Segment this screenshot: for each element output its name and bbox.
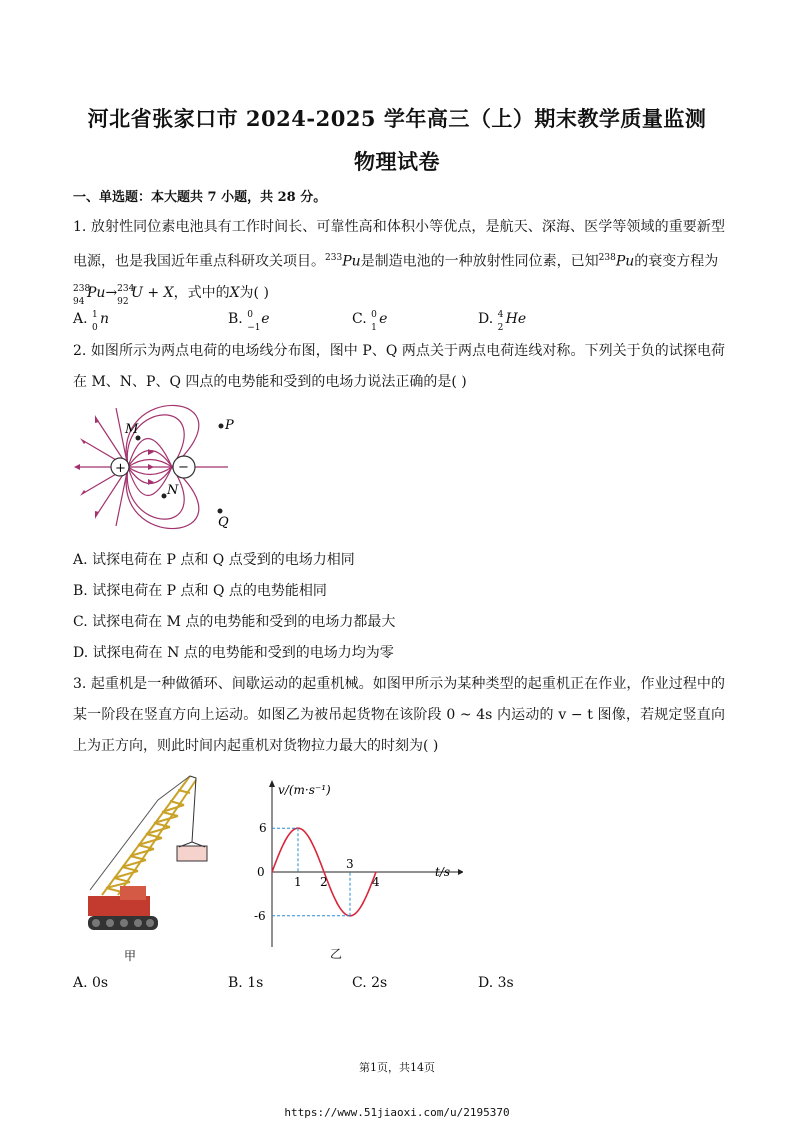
crane-illustration bbox=[80, 770, 220, 940]
caption-jia: 甲 bbox=[124, 949, 137, 963]
label-m: M bbox=[125, 422, 139, 437]
y-tick-label: -6 bbox=[254, 908, 266, 923]
question-3-stem: 3. 起重机是一种做循环、间歇运动的起重机械。如图甲所示为某种类型的起重机正在作业，作业过程中的某一阶段在竖直方向上运动。如图乙为被吊起货物在该阶段 0 ~ 4s 内运动的 v − t 图像，若规定竖直向上为正方向，则此时间内起重机对货物拉力最大的时刻为( ) bbox=[73, 676, 725, 754]
x-axis-label: t/s bbox=[435, 865, 451, 879]
q1-pu233-mass: 233 bbox=[325, 253, 343, 263]
q1-stem-e: 为( ) bbox=[239, 284, 269, 301]
x-axis-arrow bbox=[458, 869, 463, 875]
page-footer: 第1页，共14页 bbox=[359, 1061, 435, 1074]
q2-option-c[interactable]: C. 试探电荷在 M 点的电势能和受到的电场力都最大 bbox=[73, 614, 396, 630]
section-heading: 一、单选题：本大题共 7 小题，共 28 分。 bbox=[73, 190, 327, 205]
watermark-url[interactable]: https://www.51jiaoxi.com/u/2195370 bbox=[284, 1106, 510, 1119]
q1-stem-b: 是制造电池的一种放射性同位素，已知 bbox=[360, 253, 599, 270]
q3-option-b[interactable]: B. 1s bbox=[228, 975, 264, 991]
positive-sign: + bbox=[115, 461, 126, 476]
eq-a-symbol: Pu bbox=[87, 284, 106, 301]
question-2-stem: 2. 如图所示为两点电荷的电场线分布图，图中 P、Q 两点关于两点电荷连线对称。下列关于负的试探电荷在 M、N、P、Q 四点的电势能和受到的电场力说法正确的是( ) bbox=[73, 343, 725, 390]
x-tick-label: 4 bbox=[372, 875, 380, 889]
q1-x: X bbox=[229, 284, 240, 301]
q2-option-d[interactable]: D. 试探电荷在 N 点的电势能和受到的电场力均为零 bbox=[73, 645, 394, 661]
electric-field-diagram bbox=[68, 400, 248, 535]
q2-option-a[interactable]: A. 试探电荷在 P 点和 Q 点受到的电场力相同 bbox=[73, 552, 355, 568]
exam-subtitle: 物理试卷 bbox=[354, 149, 440, 174]
q1-stem-a: 1. 放射性同位素电池具有工作时间长、可靠性高和体积小等优点，是航天、深海、医学等领域的重要新型电源，也是我国近年重点科研攻关项目。 bbox=[73, 219, 725, 270]
eq-arrow: → bbox=[105, 284, 118, 301]
eq-b-symbol: U + X bbox=[131, 284, 174, 301]
q3-option-d[interactable]: D. 3s bbox=[478, 975, 514, 991]
q1-stem-d: ，式中的 bbox=[173, 284, 230, 301]
data-point bbox=[310, 840, 312, 842]
data-point bbox=[362, 902, 364, 904]
y-tick-label: 6 bbox=[259, 821, 267, 836]
vt-chart bbox=[248, 775, 463, 955]
negative-sign: − bbox=[178, 460, 189, 475]
data-point bbox=[284, 840, 286, 842]
q1-option-b[interactable]: B. 0 −1 e bbox=[228, 310, 270, 333]
data-point bbox=[323, 871, 325, 873]
crane-load bbox=[177, 846, 207, 861]
x-tick-label: 3 bbox=[346, 857, 354, 871]
q1-stem-c: 的衰变方程为 bbox=[634, 253, 719, 270]
y-axis-label: v/(m·s⁻¹) bbox=[278, 783, 331, 797]
q1-option-d[interactable]: D. 4 2 He bbox=[478, 310, 527, 333]
point-n bbox=[162, 494, 167, 499]
q2-option-b[interactable]: B. 试探电荷在 P 点和 Q 点的电势能相同 bbox=[73, 583, 327, 599]
caption-yi: 乙 bbox=[330, 947, 343, 961]
y-axis-arrow bbox=[269, 780, 275, 787]
eq-a-mass: 238 bbox=[73, 283, 91, 294]
q3-option-a[interactable]: A. 0s bbox=[73, 975, 109, 991]
data-point bbox=[375, 871, 377, 873]
exam-title: 河北省张家口市 2024-2025 学年高三（上）期末教学质量监测 bbox=[87, 106, 707, 131]
eq-b-mass: 234 bbox=[117, 283, 135, 294]
point-p bbox=[219, 424, 224, 429]
q1-option-a[interactable]: A. 1 0 n bbox=[73, 310, 110, 333]
label-n: N bbox=[167, 483, 179, 498]
eq-a-charge: 94 bbox=[73, 296, 85, 307]
origin-label: 0 bbox=[257, 865, 265, 879]
x-tick-label: 2 bbox=[320, 875, 328, 889]
q1-pu238-mass: 238 bbox=[598, 253, 616, 263]
label-p: P bbox=[225, 418, 234, 433]
data-point bbox=[336, 902, 338, 904]
eq-b-charge: 92 bbox=[117, 296, 129, 307]
q1-pu-symbol: Pu bbox=[342, 253, 361, 270]
q1-option-c[interactable]: C. 0 1 e bbox=[352, 310, 388, 333]
question-1-stem bbox=[73, 212, 725, 309]
label-q: Q bbox=[218, 515, 229, 530]
data-point bbox=[271, 871, 273, 873]
point-q bbox=[218, 509, 223, 514]
x-tick-label: 1 bbox=[294, 875, 302, 889]
q1-pu-symbol-2: Pu bbox=[615, 253, 635, 270]
q3-option-c[interactable]: C. 2s bbox=[352, 975, 388, 991]
